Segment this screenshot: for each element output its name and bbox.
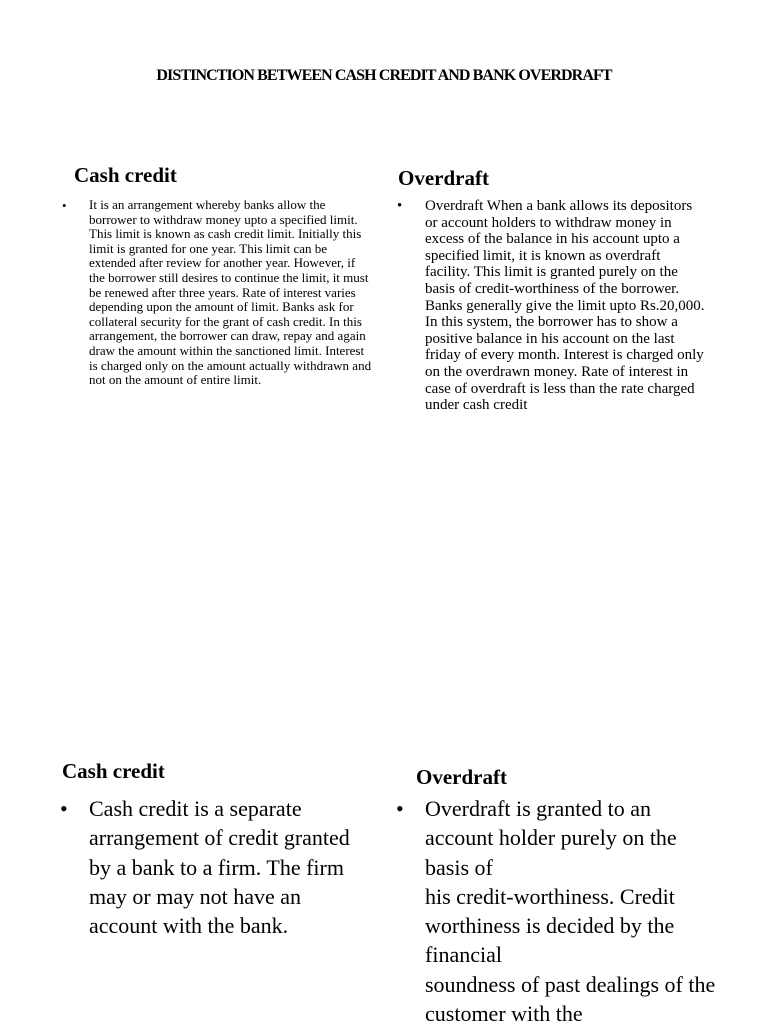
cash-credit-summary [60,794,370,940]
cash-credit-heading-2: Cash credit [62,759,165,783]
overdraft-summary-line: his credit-worthiness. Credit worthiness is decided by the financial [425,883,675,968]
bullet-icon: • [62,198,67,213]
cash-credit-description [62,198,372,388]
overdraft-description [397,198,707,414]
overdraft-summary-line: soundness of past dealings of the customer with the [425,971,716,1027]
overdraft-heading-2: Overdraft [416,765,507,789]
cash-credit-heading: Cash credit [74,163,177,187]
overdraft-text: Overdraft When a bank allows its depositors or account holders to withdraw money in excess of the balance in his account upto a specified limit, it is known as overdraft facility. This limit is granted purely on the basis of credit-worthiness of the borrower. Banks generally give the limit upto Rs.20,000. In this system, the borrower has to show a positive balance in his account on the last friday of every month. Interest is charged only on the overdrawn money. Rate of interest in case of overdraft is less than the rate charged under cash credit [425,198,705,414]
bullet-icon: • [397,198,403,214]
overdraft-summary-line: Overdraft is granted to an account holder purely on the basis of [425,796,677,880]
page-title: DISTINCTION BETWEEN CASH CREDIT AND BANK OVERDRAFT [156,67,612,84]
bullet-icon: • [396,796,404,821]
cash-credit-text: It is an arrangement whereby banks allow the borrower to withdraw money upto a specified limit. This limit is known as cash credit limit. Initially this limit is granted for one year. This limit can be extended after review for another year. However, if the borrower still desires to continue the limit, it must be renewed after three years. Rate of interest varies depending upon the amount of limit. Banks ask for collateral security for the grant of cash credit. In this arrangement, the borrower can draw, repay and again draw the amount within the sanctioned limit. Interest is charged only on the amount actually withdrawn and not on the amount of entire limit. [89,197,372,388]
cash-credit-summary-text: Cash credit is a separate arrangement of credit granted by a bank to a firm. The firm may or may not have an account with the bank. [89,796,350,939]
overdraft-heading: Overdraft [398,166,489,190]
overdraft-summary [396,794,726,1028]
bullet-icon: • [60,796,68,821]
